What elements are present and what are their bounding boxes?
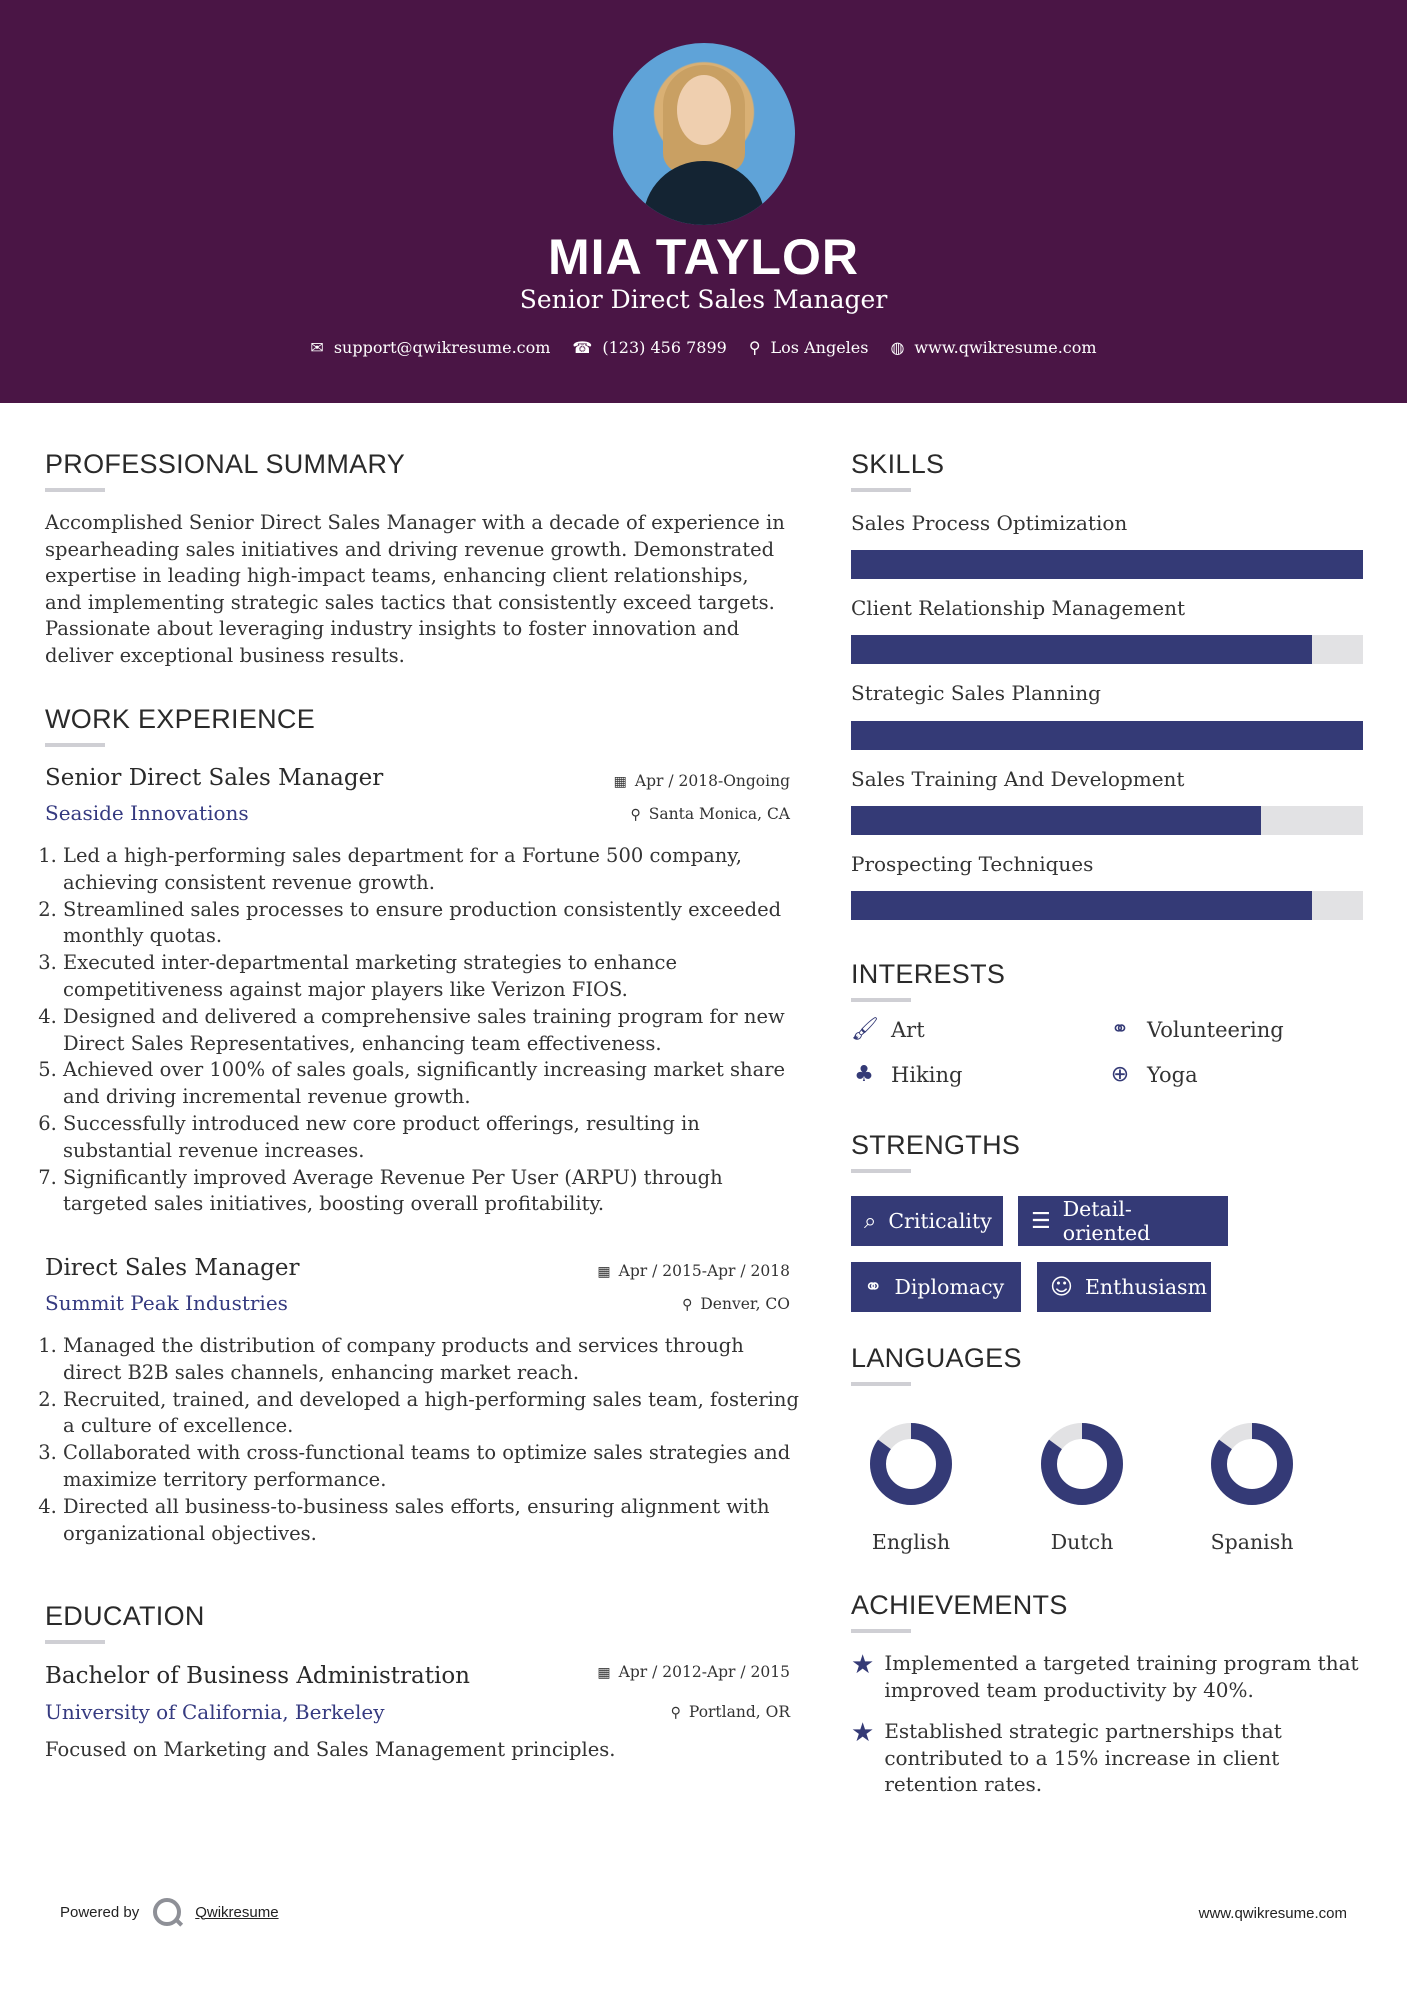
skill-bar-fill — [851, 635, 1312, 664]
language-donut — [867, 1420, 955, 1508]
skill-bar — [851, 891, 1363, 920]
job-dates-text: Apr / 2015-Apr / 2018 — [618, 1262, 790, 1280]
achievement-text: Implemented a targeted training program that improved team productivity by 40%. — [884, 1651, 1359, 1702]
contact-website-text: www.qwikresume.com — [914, 338, 1097, 357]
job-dates — [520, 1262, 790, 1280]
interest-label: Art — [891, 1017, 925, 1042]
job-title: Direct Sales Manager — [45, 1255, 300, 1281]
interest-item — [851, 1062, 962, 1087]
strength-tag — [1037, 1262, 1211, 1312]
job-company: Seaside Innovations — [45, 801, 249, 825]
education-dates — [520, 1663, 790, 1681]
envelope-icon: ✉ — [310, 338, 324, 357]
lifering-icon: ⊕ — [1110, 1062, 1130, 1087]
job-location — [520, 805, 790, 823]
education-rule — [45, 1640, 105, 1644]
avatar-face — [677, 75, 731, 145]
contact-website[interactable] — [890, 338, 1096, 357]
achievement-item — [851, 1650, 1371, 1703]
avatar — [613, 43, 795, 225]
strength-label: Detail-oriented — [1062, 1197, 1151, 1245]
interest-item — [851, 1017, 925, 1042]
avatar-shirt — [643, 161, 765, 225]
skill-bar-fill — [851, 891, 1312, 920]
job-location — [520, 1295, 790, 1313]
job-location-text: Santa Monica, CA — [648, 805, 790, 823]
calendar-icon: ▦ — [597, 1264, 611, 1280]
contact-bar — [0, 338, 1407, 357]
skill-bar — [851, 550, 1363, 579]
candidate-name: MIA TAYLOR — [548, 229, 859, 285]
languages-heading: LANGUAGES — [851, 1343, 1022, 1373]
skill-label: Client Relationship Management — [851, 596, 1186, 620]
strength-label: Diplomacy — [894, 1275, 1005, 1299]
skills-rule — [851, 488, 911, 492]
language-item — [1192, 1420, 1312, 1554]
pushpin-icon: ⚲ — [630, 807, 641, 823]
skill-label: Sales Training And Development — [851, 767, 1185, 791]
summary-heading: PROFESSIONAL SUMMARY — [45, 449, 406, 479]
powered-by-text: Powered by — [60, 1903, 140, 1921]
star-icon: ★ — [851, 1650, 875, 1680]
footer-site-link[interactable]: www.qwikresume.com — [1198, 1905, 1347, 1922]
list-item: 2. Recruited, trained, and developed a high-performing sales team, fostering a culture of excellence. — [63, 1387, 808, 1441]
list-item: 1. Managed the distribution of company products and services through direct B2B sales channels, enhancing market reach. — [63, 1333, 808, 1387]
list-item: 1. Led a high-performing sales department for a Fortune 500 company, achieving consistent revenue growth. — [63, 843, 808, 897]
language-label: Dutch — [1050, 1530, 1114, 1554]
skill-bar-fill — [851, 806, 1261, 835]
list-item: 7. Significantly improved Average Revenue Per User (ARPU) through targeted sales initiatives, boosting overall profitability. — [63, 1165, 808, 1219]
strength-tag — [851, 1196, 1003, 1246]
paintbrush-icon: 🖌 — [851, 1017, 879, 1042]
achievements-rule — [851, 1629, 911, 1633]
school-name: University of California, Berkeley — [45, 1700, 385, 1724]
contact-email[interactable] — [310, 338, 550, 357]
list-item: 2. Streamlined sales processes to ensure production consistently exceeded monthly quotas. — [63, 897, 808, 951]
strength-label: Enthusiasm — [1084, 1275, 1208, 1299]
education-location-text: Portland, OR — [688, 1703, 790, 1721]
header-banner — [0, 0, 1407, 403]
skill-bar — [851, 635, 1363, 664]
summary-rule — [45, 488, 105, 492]
skill-bar — [851, 806, 1363, 835]
experience-rule — [45, 743, 105, 747]
skill-label: Prospecting Techniques — [851, 852, 1094, 876]
interest-label: Yoga — [1147, 1062, 1198, 1087]
job-dates-text: Apr / 2018-Ongoing — [634, 772, 790, 790]
contact-phone[interactable] — [572, 338, 726, 357]
map-pin-icon: ⚲ — [748, 338, 761, 357]
skills-heading: SKILLS — [851, 449, 945, 479]
education-heading: EDUCATION — [45, 1601, 205, 1631]
strength-tag — [1018, 1196, 1228, 1246]
interest-item — [1107, 1062, 1198, 1087]
interest-label: Volunteering — [1147, 1017, 1284, 1042]
contact-email-text: support@qwikresume.com — [333, 338, 551, 357]
strength-label: Criticality — [888, 1209, 992, 1233]
job-bullets — [45, 843, 808, 1218]
contact-location — [749, 338, 869, 357]
smile-icon: ☺ — [1050, 1274, 1073, 1300]
globe-icon: ◍ — [890, 338, 905, 357]
language-label: English — [871, 1530, 951, 1554]
list-item: 4. Designed and delivered a comprehensive sales training program for new Direct Sales Representatives, enhancing team effectiveness. — [63, 1004, 808, 1058]
contact-location-text: Los Angeles — [770, 338, 869, 357]
list-item: 5. Achieved over 100% of sales goals, significantly increasing market share and driving incremental revenue growth. — [63, 1057, 808, 1111]
search-icon: ⌕ — [864, 1208, 877, 1234]
language-donut — [1038, 1420, 1126, 1508]
brand-link[interactable]: Qwikresume — [195, 1903, 279, 1921]
calendar-icon: ▦ — [613, 774, 627, 790]
qwikresume-logo-icon — [153, 1898, 181, 1926]
list-item: 3. Collaborated with cross-functional teams to optimize sales strategies and maximize territory performance. — [63, 1440, 808, 1494]
achievements-heading: ACHIEVEMENTS — [851, 1590, 1068, 1620]
star-icon: ★ — [851, 1718, 875, 1748]
achievement-text: Established strategic partnerships that contributed to a 15% increase in client retention rates. — [884, 1719, 1282, 1796]
language-donut — [1208, 1420, 1296, 1508]
candidate-title: Senior Direct Sales Manager — [519, 285, 888, 314]
skill-label: Sales Process Optimization — [851, 511, 1128, 535]
pushpin-icon: ⚲ — [682, 1297, 693, 1313]
skill-label: Strategic Sales Planning — [851, 681, 1101, 705]
language-item — [1022, 1420, 1142, 1554]
languages-rule — [851, 1382, 911, 1386]
interests-rule — [851, 998, 911, 1002]
summary-text: Accomplished Senior Direct Sales Manager with a decade of experience in spearheading sales initiatives and driving revenue growth. Demonstrated expertise in leading high-impact teams, enhancing client relationships, and implementing strategic sales tactics that consistently exceed targets. Passionate about leveraging industry insights to foster innovation and deliver exceptional business results. — [45, 511, 785, 667]
interests-heading: INTERESTS — [851, 959, 1006, 989]
experience-heading: WORK EXPERIENCE — [45, 704, 316, 734]
job-location-text: Denver, CO — [700, 1295, 790, 1313]
handshake-icon: ⚭ — [864, 1274, 883, 1300]
handshake-icon: ⚭ — [1110, 1017, 1130, 1042]
job-title: Senior Direct Sales Manager — [45, 765, 384, 791]
list-item: 3. Executed inter-departmental marketing strategies to enhance competitiveness against major players like Verizon FIOS. — [63, 950, 808, 1004]
job-company: Summit Peak Industries — [45, 1291, 288, 1315]
tree-icon: ♣ — [854, 1062, 874, 1087]
footer-powered — [60, 1898, 279, 1926]
interest-item — [1107, 1017, 1284, 1042]
achievement-item — [851, 1718, 1371, 1798]
strengths-heading: STRENGTHS — [851, 1130, 1021, 1160]
phone-icon: ☎ — [572, 338, 593, 357]
skill-bar-fill — [851, 550, 1363, 579]
education-location — [520, 1703, 790, 1721]
list-item: 6. Successfully introduced new core product offerings, resulting in substantial revenue increases. — [63, 1111, 808, 1165]
pushpin-icon: ⚲ — [670, 1705, 681, 1721]
skill-bar-fill — [851, 721, 1363, 750]
contact-phone-text: (123) 456 7899 — [602, 338, 727, 357]
interest-label: Hiking — [891, 1062, 963, 1087]
education-dates-text: Apr / 2012-Apr / 2015 — [618, 1663, 790, 1681]
strength-tag — [851, 1262, 1021, 1312]
degree-title: Bachelor of Business Administration — [45, 1663, 470, 1689]
list-icon: ☰ — [1031, 1208, 1051, 1234]
skill-bar — [851, 721, 1363, 750]
job-dates — [520, 772, 790, 790]
language-item — [851, 1420, 971, 1554]
list-item: 4. Directed all business-to-business sales efforts, ensuring alignment with organizational objectives. — [63, 1494, 808, 1548]
calendar-icon: ▦ — [597, 1665, 611, 1681]
job-bullets — [45, 1333, 808, 1547]
education-note: Focused on Marketing and Sales Management principles. — [45, 1738, 616, 1761]
strengths-rule — [851, 1169, 911, 1173]
language-label: Spanish — [1210, 1530, 1294, 1554]
